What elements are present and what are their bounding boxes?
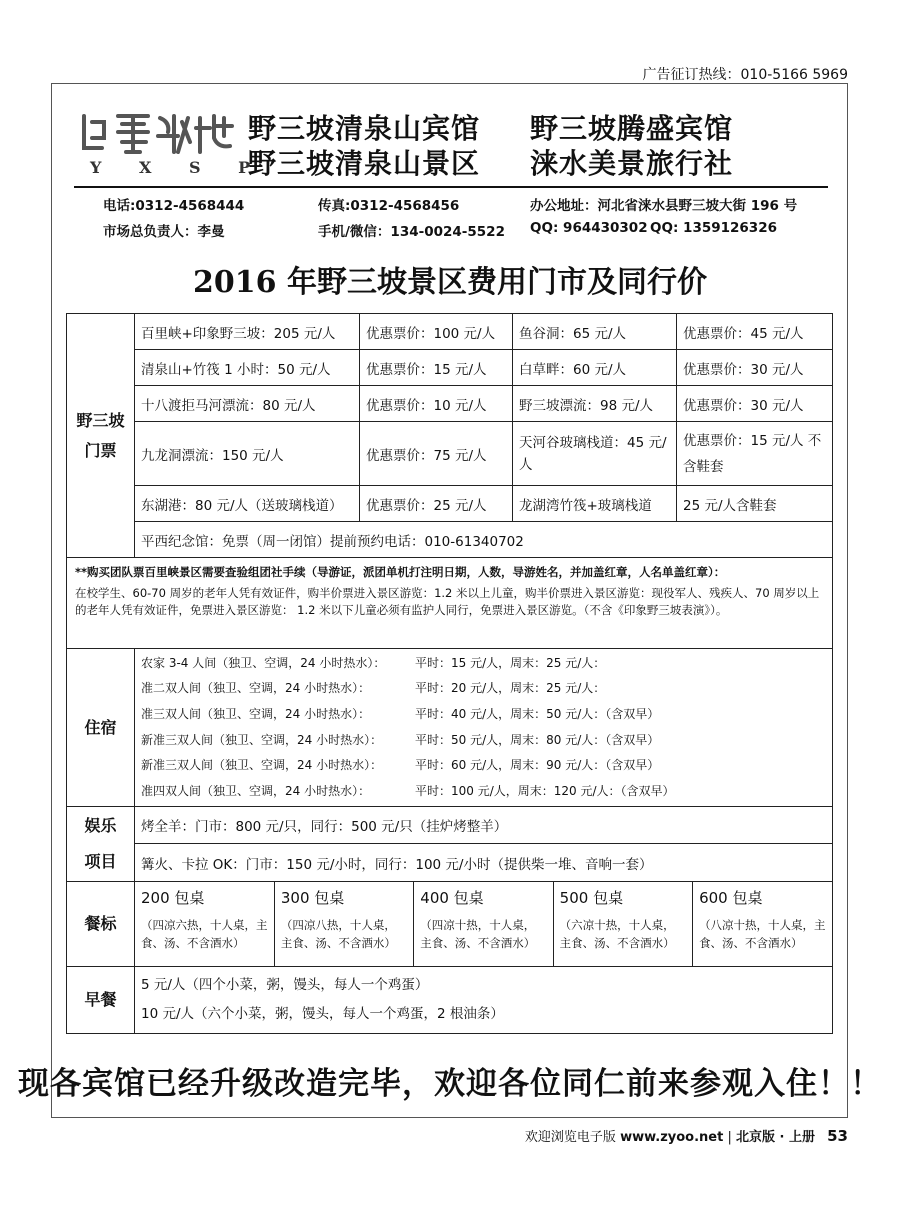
table-row xyxy=(67,386,833,422)
office-address: 办公地址：河北省涞水县野三坡大街 196 号 xyxy=(530,198,798,214)
table-row xyxy=(67,807,833,844)
ticket-cell: 优惠票价：75 元/人 xyxy=(360,422,513,486)
ticket-cell: 十八渡拒马河漂流：80 元/人 xyxy=(135,386,360,422)
footer-welcome: 欢迎浏览电子版 xyxy=(524,1130,616,1145)
business-name: 野三坡清泉山宾馆 xyxy=(248,112,481,145)
ticket-cell: 优惠票价：25 元/人 xyxy=(360,486,513,522)
bonfire-karaoke-info: 篝火、卡拉 OK：门市：150 元/小时，同行：100 元/小时（提供柴一堆、音响一套） xyxy=(135,844,833,882)
ticket-cell: 东湖港：80 元/人（送玻璃栈道） xyxy=(135,486,360,522)
mobile-wechat: 手机/微信：134-0024-5522 xyxy=(318,224,505,240)
qq-number: QQ: 964430302 xyxy=(530,220,648,236)
ticket-cell: 野三坡漂流：98 元/人 xyxy=(513,386,677,422)
business-name: 涞水美景旅行社 xyxy=(530,147,734,180)
table-row xyxy=(67,350,833,386)
group-ticket-note: **购买团队票百里峡景区需要查验组团社手续（导游证，派团单机打注明日期，人数，导游姓名，并加盖红章，人名单盖红章）： xyxy=(75,565,726,579)
business-name: 野三坡腾盛宾馆 xyxy=(530,112,734,145)
list-item: 新准三双人间（独卫、空调，24 小时热水）： 平时：50 元/人，周末：80 元/人：（含双早） xyxy=(141,732,660,747)
meal-package: 200 包桌 （四凉六热，十人桌，主食、汤、不含酒水） xyxy=(135,882,274,966)
phone: 电话:0312-4568444 xyxy=(103,198,245,214)
ticket-cell: 龙湖湾竹筏+玻璃栈道 xyxy=(513,486,677,522)
ticket-cell: 优惠票价：30 元/人 xyxy=(677,386,833,422)
breakfast-options xyxy=(135,967,833,1034)
table-row xyxy=(67,882,833,967)
fax: 传真:0312-4568456 xyxy=(318,198,460,214)
market-manager: 市场总负责人：李曼 xyxy=(103,224,225,240)
memorial-info: 平西纪念馆：免票（周一闭馆）提前预约电话：010-61340702 xyxy=(135,522,833,558)
divider xyxy=(74,186,828,188)
list-item: 准四双人间（独卫、空调，24 小时热水）： 平时：100 元/人，周末：120 元/人：（含双早） xyxy=(141,783,675,798)
meal-package: 500 包桌 （六凉十热，十人桌，主食、汤、不含酒水） xyxy=(553,882,692,966)
ticket-cell: 百里峡+印象野三坡：205 元/人 xyxy=(135,314,360,350)
ticket-cell: 天河谷玻璃栈道：45 元/人 xyxy=(513,422,677,486)
ticket-cell: 优惠票价：30 元/人 xyxy=(677,350,833,386)
table-row xyxy=(67,422,833,486)
table-row xyxy=(67,486,833,522)
discount-policy: 在校学生、60-70 周岁的老年人凭有效证件，购半价票进入景区游览：1.2 米以上儿童，购半价票进入景区游览：现役军人、残疾人、70 周岁以上的老年人凭有效证件，免票进入景区游览： 1.2 米以下儿童必须有监护人同行，免票进入景区游览。（不含《印象野三坡表演》）。 xyxy=(75,586,820,617)
logo-letters: Y X S P xyxy=(90,158,267,177)
ticket-cell: 优惠票价：100 元/人 xyxy=(360,314,513,350)
renovation-banner: 现各宾馆已经升级改造完毕，欢迎各位同仁前来参观入住！！ xyxy=(18,1066,882,1102)
ticket-cell: 25 元/人含鞋套 xyxy=(677,486,833,522)
footer-separator: | xyxy=(727,1130,736,1145)
price-table xyxy=(66,313,833,1034)
category-tickets: 野三坡 门票 xyxy=(67,314,135,558)
ticket-cell: 白草畔：60 元/人 xyxy=(513,350,677,386)
meal-package: 300 包桌 （四凉八热，十人桌，主食、汤、不含酒水） xyxy=(274,882,413,966)
ticket-cell: 优惠票价：10 元/人 xyxy=(360,386,513,422)
logo-calligraphy-icon xyxy=(78,108,238,160)
meal-package: 600 包桌 （八凉十热，十人桌，主食、汤、不含酒水） xyxy=(699,889,826,950)
list-item: 新准三双人间（独卫、空调，24 小时热水）： 平时：60 元/人，周末：90 元/人：（含双早） xyxy=(141,758,660,773)
breakfast-option: 10 元/人（六个小菜，粥，馒头，每人一个鸡蛋，2 根油条） xyxy=(141,1006,504,1022)
ticket-notes xyxy=(67,558,833,649)
business-name: 野三坡清泉山景区 xyxy=(248,147,481,180)
table-row xyxy=(67,314,833,350)
lodging-list xyxy=(135,649,833,807)
qq-number: QQ: 1359126326 xyxy=(650,220,777,236)
footer-url[interactable]: www.zyoo.net xyxy=(620,1130,724,1145)
page-footer xyxy=(525,1126,848,1145)
breakfast-option: 5 元/人（四个小菜，粥，馒头，每人一个鸡蛋） xyxy=(141,977,429,993)
category-breakfast: 早餐 xyxy=(67,967,135,1034)
list-item: 准三双人间（独卫、空调，24 小时热水）： 平时：40 元/人，周末：50 元/人：（含双早） xyxy=(141,706,660,721)
list-item: 准二双人间（独卫、空调，24 小时热水）： 平时：20 元/人，周末：25 元/人： xyxy=(141,681,606,696)
category-lodging: 住宿 xyxy=(67,649,135,807)
ticket-cell: 优惠票价：15 元/人 xyxy=(360,350,513,386)
meal-grid xyxy=(135,882,832,966)
meal-package: 400 包桌 （四凉十热，十人桌，主食、汤、不含酒水） xyxy=(414,882,553,966)
table-row xyxy=(67,522,833,558)
ticket-cell: 鱼谷洞：65 元/人 xyxy=(513,314,677,350)
page-title: 2016 年野三坡景区费用门市及同行价 xyxy=(193,265,707,300)
page-number: 53 xyxy=(827,1127,848,1145)
ticket-cell: 优惠票价：45 元/人 xyxy=(677,314,833,350)
table-row xyxy=(67,649,833,807)
list-item: 农家 3-4 人间（独卫、空调，24 小时热水）： 平时：15 元/人，周末：25 元/人： xyxy=(141,655,606,670)
ticket-cell: 九龙洞漂流：150 元/人 xyxy=(135,422,360,486)
category-entertainment: 娱乐 项目 xyxy=(67,807,135,882)
table-row xyxy=(67,558,833,649)
ad-hotline: 广告征订热线：010-5166 5969 xyxy=(642,67,848,83)
category-meals: 餐标 xyxy=(67,882,135,967)
ticket-cell: 优惠票价：15 元/人 不含鞋套 xyxy=(677,422,833,486)
ticket-cell: 清泉山+竹筏 1 小时：50 元/人 xyxy=(135,350,360,386)
table-row xyxy=(67,844,833,882)
table-row xyxy=(67,967,833,1034)
roast-lamb-info: 烤全羊：门市：800 元/只，同行：500 元/只（挂炉烤整羊） xyxy=(135,807,833,844)
meal-packages xyxy=(135,882,833,967)
footer-edition: 北京版 · 上册 xyxy=(735,1130,815,1145)
